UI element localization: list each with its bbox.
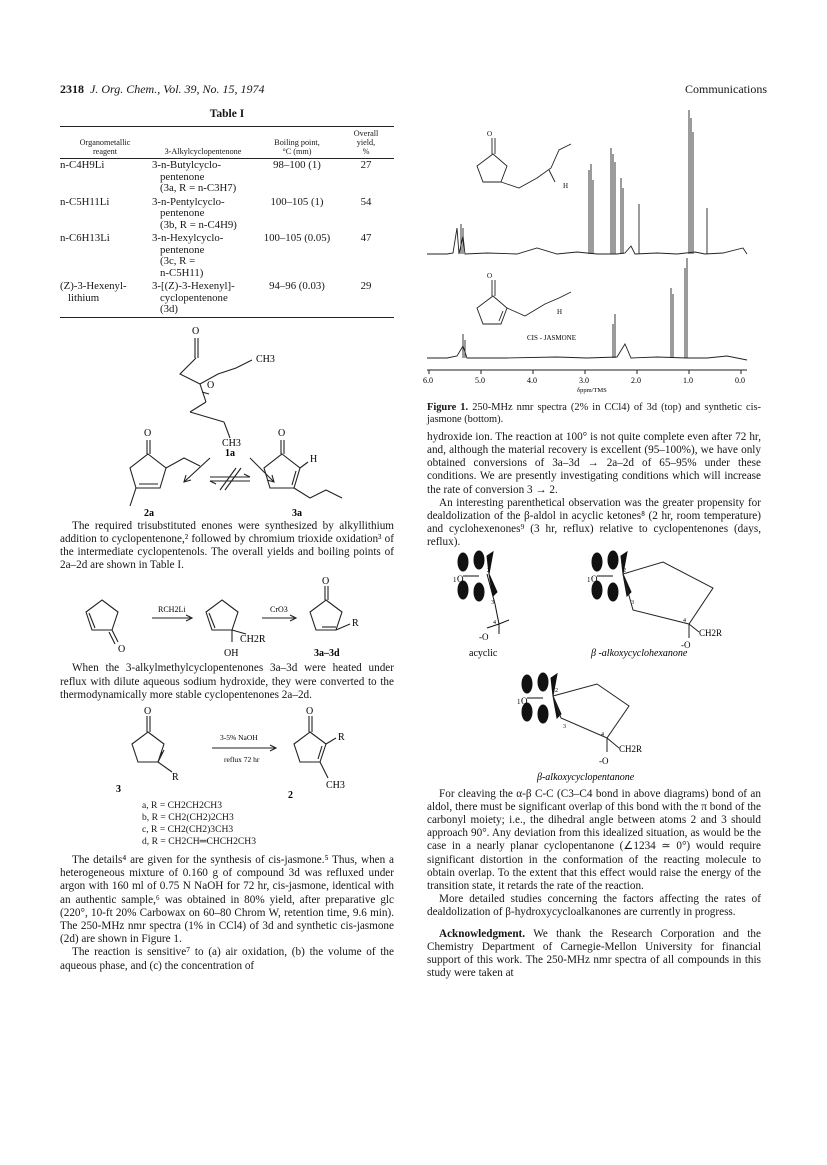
reagent-label: reflux 72 hr: [224, 754, 260, 764]
x-axis-ticks: [423, 370, 745, 385]
o-label: O: [118, 644, 126, 656]
scheme-1a-cyclization: [60, 322, 394, 518]
paragraph: An interesting parenthetical observation was the greater propensity for dealdolization of the β-aldol in acyclic ketones⁸ (2 hr, room temperature) and cyclohexenones⁹ (3 hr, reflux) relative to cyclopentenones (days, reflux).: [427, 496, 761, 549]
diagram-label-cyclohexanone: β -alkoxycyclohexanone: [591, 647, 688, 659]
o-label: O: [591, 573, 598, 584]
ch3-label: CH3: [222, 437, 241, 449]
running-header: [60, 82, 767, 98]
o-label: O: [144, 427, 152, 439]
ch2r-label: CH2R: [240, 634, 266, 646]
atom-number: 4: [601, 731, 604, 738]
list-item: b, R = CH2(CH2)2CH3: [142, 811, 234, 823]
table-row: (Z)-3-Hexenyl- lithium 3-[(Z)-3-Hexenyl]- cyclopentenone (3d) 94–96 (0.03) 29: [60, 280, 394, 317]
acknowledgment-text: We thank the Research Corporation and the Chemistry Department of Carnegie-Mellon University for financial support of this work. The 250-MHz nmr spectra of all compounds in this study were taken at: [427, 927, 761, 980]
atom-number: 1: [453, 575, 457, 584]
figure-1-nmr-spectra: [423, 108, 761, 398]
orbital-overlap-diagrams: [427, 552, 761, 784]
o-label: O: [306, 705, 314, 717]
atom-number: 1: [517, 697, 521, 706]
o-minus-label: -O: [599, 755, 609, 766]
o-label: O: [192, 325, 200, 337]
left-column: [60, 108, 394, 973]
diagram-label-cyclopentanone: β-alkoxycyclopentanone: [537, 771, 635, 783]
acknowledgment: [427, 928, 761, 981]
header-citation: [60, 82, 265, 97]
r-label: R: [172, 771, 179, 783]
col-header-bp: Boiling point, °C (mm): [274, 138, 320, 156]
o-label: O: [521, 695, 528, 706]
reagent-label: CrO3: [270, 605, 288, 615]
list-item: c, R = CH2(CH2)3CH3: [142, 823, 234, 835]
col-header-reagent: Organometallic reagent: [79, 138, 131, 156]
table-row: n-C5H11Li 3-n-Pentylcyclo- pentenone (3b, R = n-C4H9) 100–105 (1) 54: [60, 195, 372, 231]
paragraph: The reaction is sensitive⁷ to (a) air oxidation, (b) the volume of the aqueous phase, and (c) the concentration of: [60, 946, 394, 972]
x-axis-tick-label: 4.0: [527, 376, 537, 385]
x-axis-tick-label: 1.0: [683, 376, 693, 385]
o-label: O: [322, 576, 330, 588]
atom-number: 3: [491, 599, 494, 606]
x-axis-tick-label: 0.0: [735, 376, 745, 385]
table-row: n-C6H13Li 3-n-Hexylcyclo- pentenone (3c, R = n-C5H11) 100–105 (0.05) 47: [60, 232, 372, 279]
compound-label-1a: 1a: [225, 447, 235, 459]
scheme-isomerization-3-to-2: [60, 705, 394, 801]
atom-number: 2: [623, 567, 626, 574]
compound-label-3a: 3a: [292, 507, 302, 519]
spectrum-label: CIS - JASMONE: [527, 334, 577, 342]
compound-label-3a-3d: 3a–3d: [314, 648, 340, 660]
h-label: H: [563, 182, 569, 190]
x-axis-unit: δppm/TMS: [577, 387, 607, 394]
r-label: R: [338, 731, 345, 743]
x-axis-tick-label: 6.0: [423, 376, 433, 385]
x-axis-tick-label: 2.0: [631, 376, 641, 385]
oh-label: OH: [224, 648, 239, 660]
paragraph: The details⁴ are given for the synthesis of cis-jasmone.⁵ Thus, when a heterogeneous mixture of 0.160 g of compound 3d was refluxed under argon with 160 ml of 0.75 N NaOH for 72 hr, cis-jasmone, identical with an authentic sample,⁶ was obtained in 80% yield, after preparative glc (220°, 10-ft 20% Carbowax on 60–80 Chrom W, retention time, 9.6 min). The 250-MHz nmr spectra (1% in CCl4) of 3d and synthetic cis-jasmone (2d) are shown in Figure 1.: [60, 853, 394, 946]
table-header-row: [60, 127, 394, 159]
atom-number: 2: [555, 687, 558, 694]
compound-label-3: 3: [116, 783, 121, 795]
o-label: O: [487, 272, 493, 280]
r-group-list: [142, 800, 394, 848]
paragraph: For cleaving the α-β C-C (C3–C4 bond in above diagrams) bond of an aldol, there must be significant overlap of this bond with the π bond of the carbonyl moiety; i.e., the dihedral angle between atoms 2 and 3 should approach 90°. Any deviation from this idealized situation, as would be the case in a nearly planar cyclopentanone (∠1234 ≃ 0°) would require significant distortion in the conformation of the reacting molecule to obtain overlap. To the extent that this effect would raise the energy of the transition state, it retards the rate of the reaction.: [427, 787, 761, 893]
list-item: d, R = CH2CH═CHCH2CH3: [142, 835, 257, 847]
reagent-label: 3-5% NaOH: [220, 732, 258, 742]
table-title: Table I: [209, 108, 245, 120]
reagent-label: RCH2Li: [158, 605, 186, 615]
x-axis-tick-label: 3.0: [579, 376, 589, 385]
col-header-yield: Overall yield, %: [353, 129, 379, 156]
compound-label-2: 2: [288, 789, 293, 801]
atom-number: 1: [587, 575, 591, 584]
h-label: H: [310, 453, 318, 465]
figure-caption: [427, 402, 761, 427]
h-label: H: [557, 308, 563, 316]
scheme-synthesis-3a-3d: [60, 576, 394, 658]
page-number: 2318: [60, 82, 84, 96]
atom-number: 3: [631, 599, 634, 606]
paragraph: When the 3-alkylmethylcyclopentenones 3a–3d were heated under reflux with dilute aqueous sodium hydroxide, they were converted to the thermodynamically more stable cyclopentenones 2a–2d.: [60, 662, 394, 701]
ch2r-label: CH2R: [699, 627, 723, 638]
x-axis-tick-label: 5.0: [475, 376, 485, 385]
ch3-label: CH3: [256, 353, 275, 365]
paragraph: More detailed studies concerning the factors affecting the rates of dealdolization of β-hydroxycycloalkanones are currently in progress.: [427, 893, 761, 919]
o-label: O: [144, 705, 152, 717]
atom-number: 2: [487, 567, 490, 574]
ch2r-label: CH2R: [619, 743, 643, 754]
paragraph: The required trisubstituted enones were synthesized by alkyllithium addition to cyclopentenone,² followed by chromium trioxide oxidation³ of the intermediate cyclopentenols. The overall yields and boiling points of 2a–2d are shown in Table I.: [60, 519, 394, 572]
o-minus-label: -O: [681, 639, 691, 650]
table-row: n-C4H9Li 3-n-Butylcyclo- pentenone (3a, R = n-C3H7) 98–100 (1) 27: [60, 159, 372, 194]
acknowledgment-heading: Acknowledgment.: [439, 927, 526, 940]
table-1: [60, 126, 394, 318]
figure-label: Figure 1.: [427, 402, 469, 413]
atom-number: 4: [493, 619, 496, 626]
o-label: O: [278, 427, 286, 439]
atom-number: 4: [683, 617, 686, 624]
atom-number: 3: [563, 723, 566, 730]
figure-caption-text: 250-MHz nmr spectra (2% in CCl4) of 3d (top) and synthetic cis-jasmone (bottom).: [427, 402, 761, 426]
o-label: O: [457, 573, 464, 584]
col-header-product: 3-Alkylcyclopentenone: [164, 147, 242, 156]
section-name: Communications: [685, 82, 767, 96]
journal-name: J. Org. Chem., Vol. 39, No. 15, 1974: [90, 82, 265, 96]
paragraph: hydroxide ion. The reaction at 100° is not quite complete even after 72 hr, and, although the material recovery is excellent (95–100%), we have only obtained conversions of 3a–3d → 2a–2d of 65–95% under these conditions. We are presently investigating conditions which will increase the rate of conversion 3 → 2.: [427, 430, 761, 496]
diagram-label-acyclic: acyclic: [469, 647, 498, 659]
right-column: [423, 108, 761, 980]
compound-label-2a: 2a: [144, 507, 154, 519]
list-item: a, R = CH2CH2CH3: [142, 799, 223, 811]
o-label: O: [207, 379, 215, 391]
o-minus-label: -O: [479, 631, 489, 642]
o-label: O: [487, 130, 493, 138]
r-label: R: [352, 618, 359, 630]
ch3-label: CH3: [326, 779, 345, 791]
